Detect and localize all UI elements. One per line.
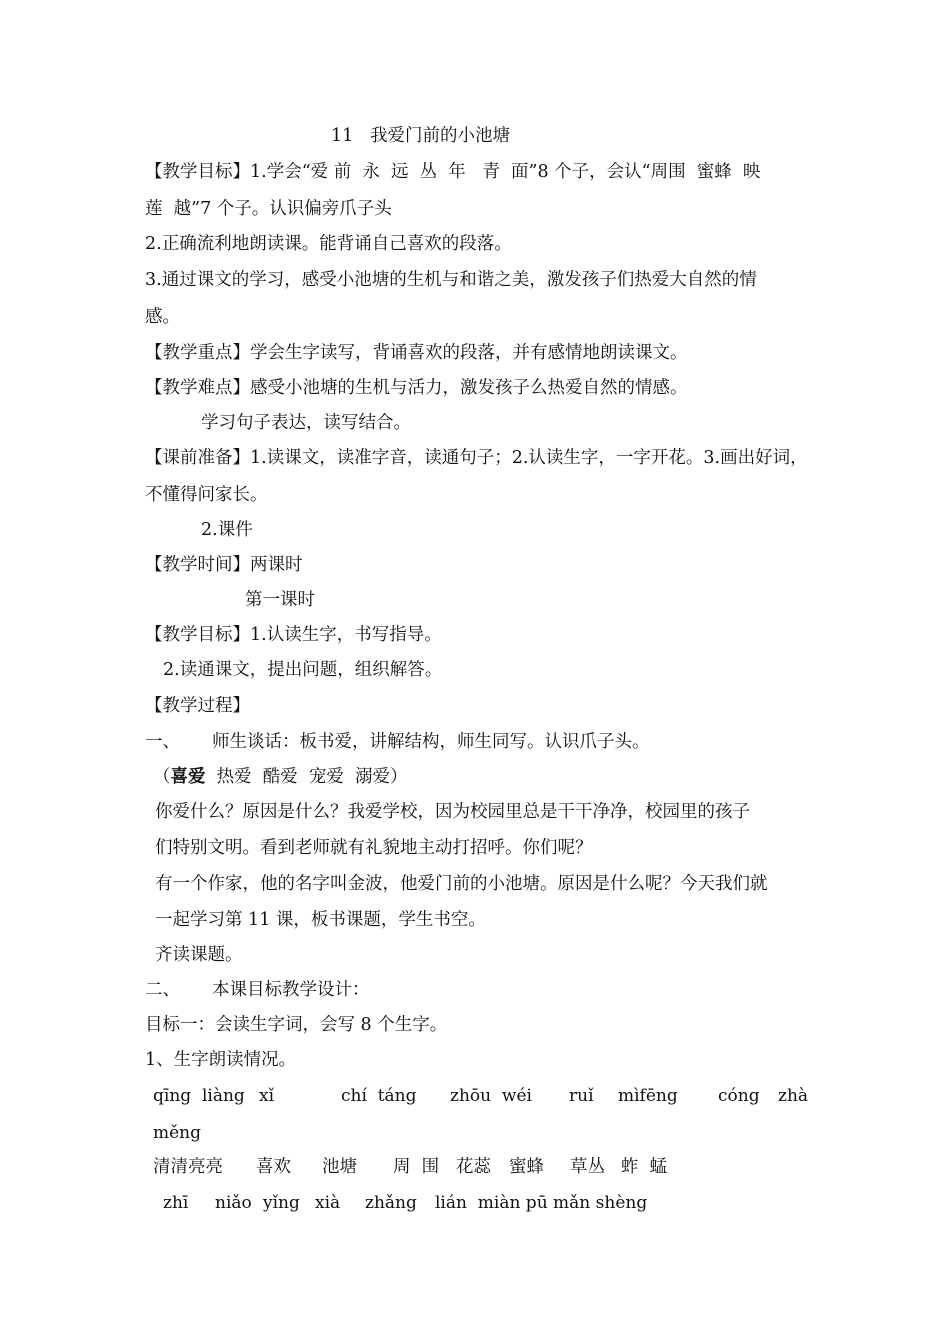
word-zhameng: 蚱 蜢	[621, 1157, 668, 1177]
paragraph-2a: 有一个作家，他的名字叫金波，他爱门前的小池塘。原因是什么呢？今天我们就	[155, 874, 768, 894]
word-zhouwei: 周 围	[393, 1157, 440, 1177]
prep-line-2: 2.课件	[201, 520, 253, 540]
word-huarui: 花蕊	[456, 1157, 491, 1177]
step-two-number: 二、	[145, 980, 180, 1000]
pinyin-cong: cóng	[718, 1086, 760, 1106]
pinyin-ying: yǐng	[263, 1193, 300, 1213]
pinyin-lianmian-puman-sheng: lián miàn pū mǎn shèng	[435, 1193, 648, 1213]
pinyin-zhouwei: zhōu wéi	[450, 1086, 532, 1106]
word-chitang: 池塘	[322, 1157, 357, 1177]
word-caocong: 草丛	[570, 1157, 605, 1177]
difficulty-line: 【教学难点】感受小池塘的生机与活力，激发孩子么热爱自然的情感。	[145, 378, 688, 398]
paren-open: （	[153, 767, 171, 787]
lesson-title: 11 我爱门前的小池塘	[331, 126, 510, 146]
pinyin-xia: xià	[315, 1193, 341, 1213]
pinyin-mifeng: mìfēng	[618, 1086, 678, 1106]
step-one-text: 师生谈话：板书爱，讲解结构，师生同写。认识爪子头。	[212, 732, 650, 752]
goal-line-2: 2.正确流利地朗读课。能背诵自己喜欢的段落。	[145, 234, 512, 254]
love-words-line	[153, 765, 408, 789]
lesson-one-heading: 第一课时	[245, 590, 315, 610]
pinyin-zhi: zhī	[163, 1193, 189, 1213]
target-one-line: 目标一：会读生字词，会写 8 个生字。	[145, 1015, 448, 1035]
time-line: 【教学时间】两课时	[145, 555, 303, 575]
paragraph-3: 齐读课题。	[155, 945, 243, 965]
word-xihuan: 喜欢	[256, 1157, 291, 1177]
goal-line-3a: 3.通过课文的学习，感受小池塘的生机与和谐之美，激发孩子们热爱大自然的情	[145, 270, 757, 290]
love-words-rest: 热爱 酷爱 宠爱 溺爱）	[205, 767, 408, 787]
word-qingqingliangliang: 清清亮亮	[153, 1157, 223, 1177]
key-point-line: 【教学重点】学会生字读写，背诵喜欢的段落，并有感情地朗读课文。	[145, 343, 688, 363]
goal-line-3b: 感。	[145, 307, 180, 327]
pinyin-chitang: chí táng	[341, 1086, 417, 1106]
pinyin-rui: ruǐ	[569, 1086, 594, 1106]
lesson-one-goal-2: 2.读通课文，提出问题，组织解答。	[163, 660, 443, 680]
pinyin-niao: niǎo	[215, 1193, 252, 1213]
difficulty-line-2: 学习句子表达，读写结合。	[201, 413, 411, 433]
paragraph-1a: 你爱什么？原因是什么？我爱学校，因为校园里总是干干净净，校园里的孩子	[155, 802, 750, 822]
prep-line-1b: 不懂得问家长。	[145, 485, 268, 505]
bold-word: 喜爱	[170, 767, 206, 787]
step-one-number: 一、	[145, 732, 180, 752]
paragraph-1b: 们特别文明。看到老师就有礼貌地主动打招呼。你们呢？	[155, 838, 593, 858]
process-heading: 【教学过程】	[145, 696, 250, 716]
pinyin-meng: měng	[153, 1123, 202, 1143]
step-two-text: 本课目标教学设计：	[212, 980, 370, 1000]
pinyin-qingliang: qīng liàng	[153, 1086, 245, 1106]
pinyin-xi: xǐ	[259, 1086, 275, 1106]
goal-line-1a: 【教学目标】1.学会“爱 前 永 远 丛 年 青 面”8 个子，会认“周围 蜜蜂 映	[145, 162, 761, 182]
prep-line-1a: 【课前准备】1.读课文，读准字音，读通句子；2.认读生字，一字开花。3.画出好词，	[145, 448, 808, 468]
goal-line-1b: 莲 越”7 个子。认识偏旁爪子头	[145, 199, 392, 219]
paragraph-2b: 一起学习第 11 课，板书课题，学生书空。	[155, 910, 486, 930]
word-mifeng: 蜜蜂	[509, 1157, 544, 1177]
lesson-one-goal-1: 【教学目标】1.认读生字，书写指导。	[145, 625, 442, 645]
pinyin-zhang: zhǎng	[365, 1193, 417, 1213]
item-one-line: 1、生字朗读情况。	[145, 1050, 297, 1070]
pinyin-zha: zhà	[778, 1086, 809, 1106]
